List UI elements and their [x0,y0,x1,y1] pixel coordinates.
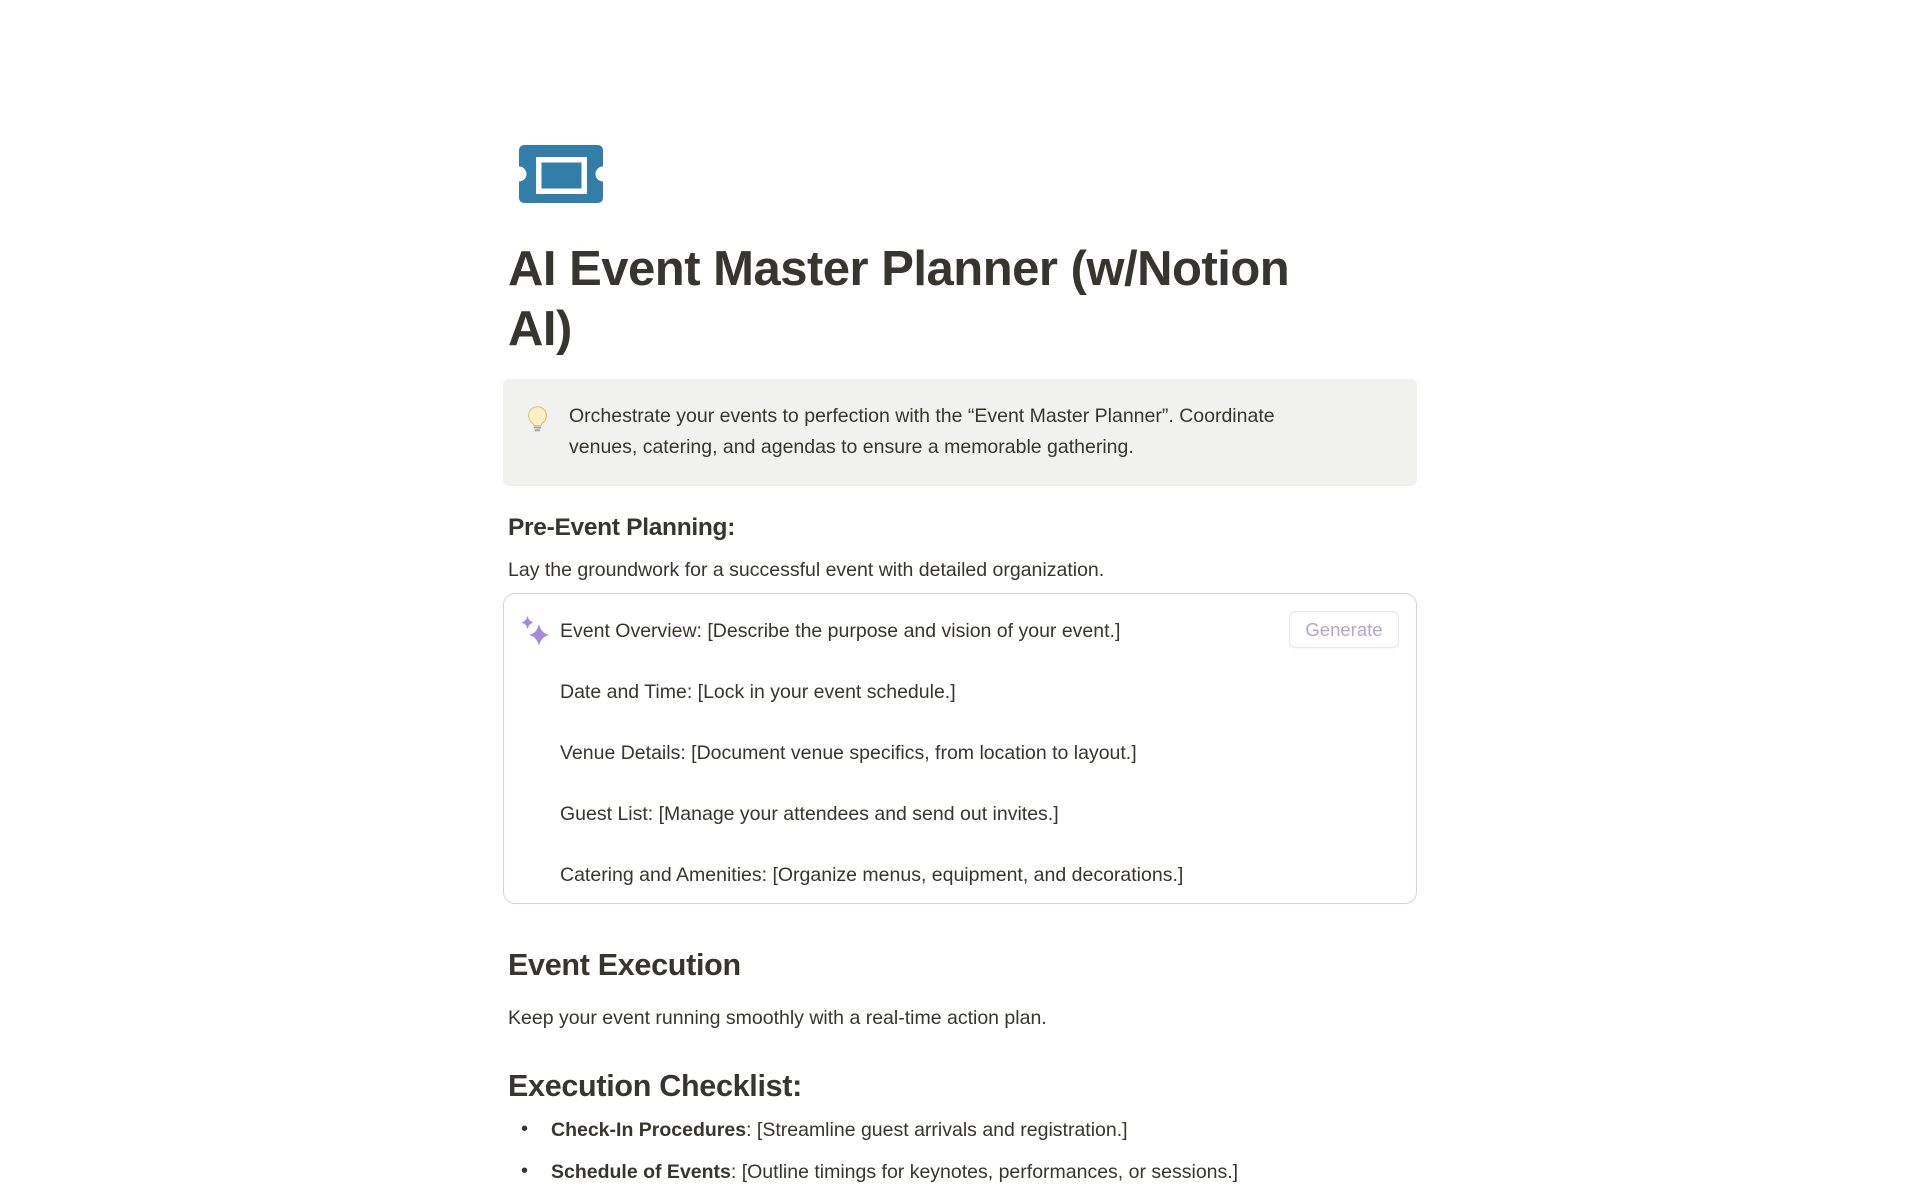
ticket-icon [519,145,603,203]
page-title[interactable] [508,239,1417,359]
ai-prompt-catering-amenities: Catering and Amenities: [Organize menus, equipment, and decorations.] [560,864,1184,886]
callout-text-line-2: venues, catering, and agendas to ensure a memorable gathering. [569,436,1134,458]
ai-prompt-venue-details: Venue Details: [Document venue specifics, from location to layout.] [560,742,1137,764]
ai-prompt-guest-list: Guest List: [Manage your attendees and send out invites.] [560,803,1059,825]
ai-prompt-date-time: Date and Time: [Lock in your event schedule.] [560,681,956,703]
bullet-icon: • [521,1118,529,1140]
heading-event-execution: Event Execution [508,948,741,982]
checklist-item-detail: : [Streamline guest arrivals and registration.] [746,1119,1128,1141]
ai-prompt-event-overview: Event Overview: [Describe the purpose and vision of your event.] [560,620,1121,642]
sparkles-icon [520,616,550,646]
bullet-icon: • [521,1160,529,1182]
lightbulb-icon [524,405,551,432]
checklist-item-label: Check-In Procedures [551,1119,747,1141]
heading-pre-event-planning: Pre-Event Planning: [508,514,736,541]
callout-text-line-1: Orchestrate your events to perfection with the “Event Master Planner”. Coordinate [569,405,1275,427]
heading-execution-checklist: Execution Checklist: [508,1069,802,1103]
execution-description: Keep your event running smoothly with a real-time action plan. [508,1007,1047,1029]
generate-button[interactable]: Generate [1289,611,1399,648]
page-content [503,0,1417,1188]
ai-template-block [503,593,1417,904]
checklist-item-label: Schedule of Events [551,1161,731,1183]
page-title-line-2: AI) [508,302,572,356]
pre-event-description: Lay the groundwork for a successful event with detailed organization. [508,559,1105,581]
callout-block [503,379,1417,486]
checklist-item-detail: : [Outline timings for keynotes, performances, or sessions.] [730,1161,1239,1183]
callout-text [569,401,1275,464]
execution-checklist [508,1115,1417,1188]
checklist-item-check-in [508,1115,1417,1146]
page-title-line-1: AI Event Master Planner (w/Notion [508,242,1290,296]
checklist-item-schedule [508,1157,1417,1188]
page-icon[interactable] [519,145,603,203]
